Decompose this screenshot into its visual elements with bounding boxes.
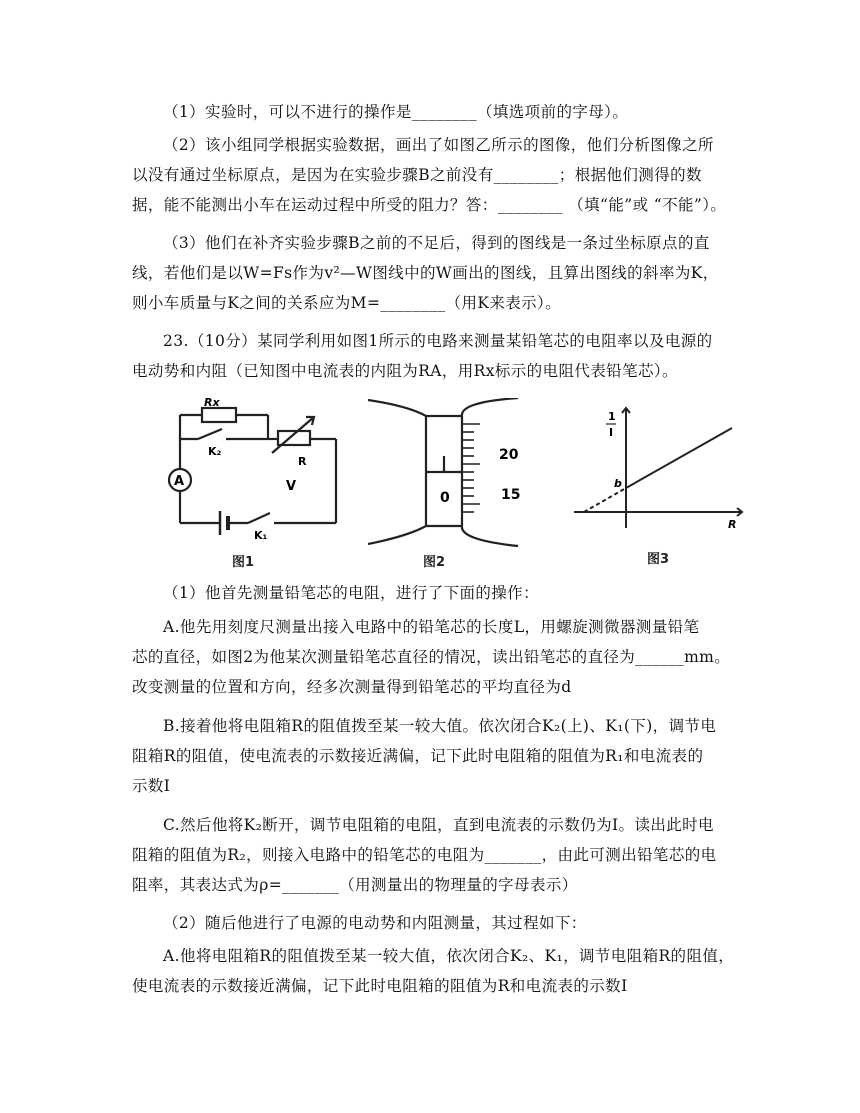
text-line: A.他将电阻箱R的阻值拨至某一较大值，依次闭合K₂、K₁，调节电阻箱R的阻值， — [163, 947, 735, 965]
text-line: A.他先用刻度尺测量出接入电路中的铅笔芯的长度L，用螺旋测微器测量铅笔 — [163, 618, 700, 636]
text-line: 阻箱的阻值为R₂，则接入电路中的铅笔芯的电阻为_______，由此可测出铅笔芯的电 — [132, 846, 717, 864]
text-line: 则小车质量与K之间的关系应为M=________（用K来表示）。 — [132, 294, 562, 312]
thimble-ticks — [462, 424, 480, 512]
figure-1-caption: 图1 — [232, 555, 255, 570]
label-v: V — [286, 479, 297, 494]
text-line: 示数I — [132, 777, 171, 795]
text-line: 线，若他们是以W=Fs作为v²—W图线中的W画出的图线，且算出图线的斜率为K， — [132, 264, 719, 282]
text-line: 据，能不能测出小车在运动过程中所受的阻力？答：________ （填“能”或 “不能”）。 — [132, 196, 727, 214]
rx-resistor — [202, 408, 236, 422]
text-line: B.接着他将电阻箱R的阻值拨至某一较大值。依次闭合K₂(上)、K₁(下)，调节电 — [163, 717, 717, 735]
text-line: 芯的直径，如图2为他某次测量铅笔芯直径的情况，读出铅笔芯的直径为______mm。 — [132, 648, 731, 666]
extrapolated-line — [584, 488, 626, 512]
intercept-label: b — [614, 477, 622, 490]
tick-label-20: 20 — [499, 447, 519, 463]
label-k2: K₂ — [208, 445, 222, 458]
q23-part2 — [132, 908, 732, 938]
q23-step-a — [132, 612, 732, 702]
y-label-denominator: I — [609, 426, 614, 439]
label-rx: Rx — [204, 396, 220, 409]
q23-step-b — [132, 711, 732, 801]
figure-3-caption: 图3 — [647, 552, 670, 567]
q23-part2-step-a — [132, 941, 735, 1001]
figure-2-micrometer — [368, 398, 528, 548]
label-a: A — [174, 474, 185, 489]
figure-2-caption: 图2 — [423, 555, 446, 570]
q22-part1 — [132, 97, 732, 127]
figure-3-graph — [570, 404, 750, 534]
text-line: （2）随后他进行了电源的电动势和内阻测量，其过程如下： — [163, 914, 587, 932]
q23-part1 — [132, 578, 732, 608]
label-k1: K₁ — [254, 529, 268, 542]
q23-intro — [132, 326, 732, 386]
q23-step-c — [132, 810, 732, 900]
q22-part3 — [132, 228, 732, 318]
text-line: （1）实验时，可以不进行的操作是________（填选项前的字母）。 — [163, 103, 629, 121]
x-label: R — [728, 518, 737, 531]
q22-part2 — [132, 130, 732, 220]
figure-1-circuit — [160, 393, 350, 553]
text-line: 阻箱R的阻值，使电流表的示数接近满偏，记下此时电阻箱的阻值为R₁和电流表的 — [132, 747, 704, 765]
text-line: （2）该小组同学根据实验数据，画出了如图乙所示的图像，他们分析图像之所 — [163, 136, 714, 154]
tick-label-0: 0 — [440, 490, 450, 506]
label-r: R — [298, 455, 307, 468]
text-line: 以没有通过坐标原点，是因为在实验步骤B之前没有________；根据他们测得的数 — [132, 166, 702, 184]
text-line: 23.（10分）某同学利用如图1所示的电路来测量某铅笔芯的电阻率以及电源的 — [163, 332, 713, 350]
text-line: C.然后他将K₂断开，调节电阻箱的电阻，直到电流表的示数仍为I。读出此时电 — [163, 816, 714, 834]
y-label-numerator: 1 — [608, 410, 616, 423]
text-line: （1）他首先测量铅笔芯的电阻，进行了下面的操作： — [163, 584, 539, 602]
text-line: 电动势和内阻（已知图中电流表的内阻为RA，用Rx标示的电阻代表铅笔芯）。 — [132, 362, 678, 380]
text-line: （3）他们在补齐实验步骤B之前的不足后，得到的图线是一条过坐标原点的直 — [163, 234, 710, 252]
text-line: 改变测量的位置和方向，经多次测量得到铅笔芯的平均直径为d — [132, 678, 572, 696]
text-line: 阻率，其表达式为ρ=_______（用测量出的物理量的字母表示） — [132, 876, 578, 894]
text-line: 使电流表的示数接近满偏，记下此时电阻箱的阻值为R和电流表的示数I — [132, 977, 628, 995]
tick-label-15: 15 — [501, 487, 521, 503]
data-line — [626, 428, 732, 488]
